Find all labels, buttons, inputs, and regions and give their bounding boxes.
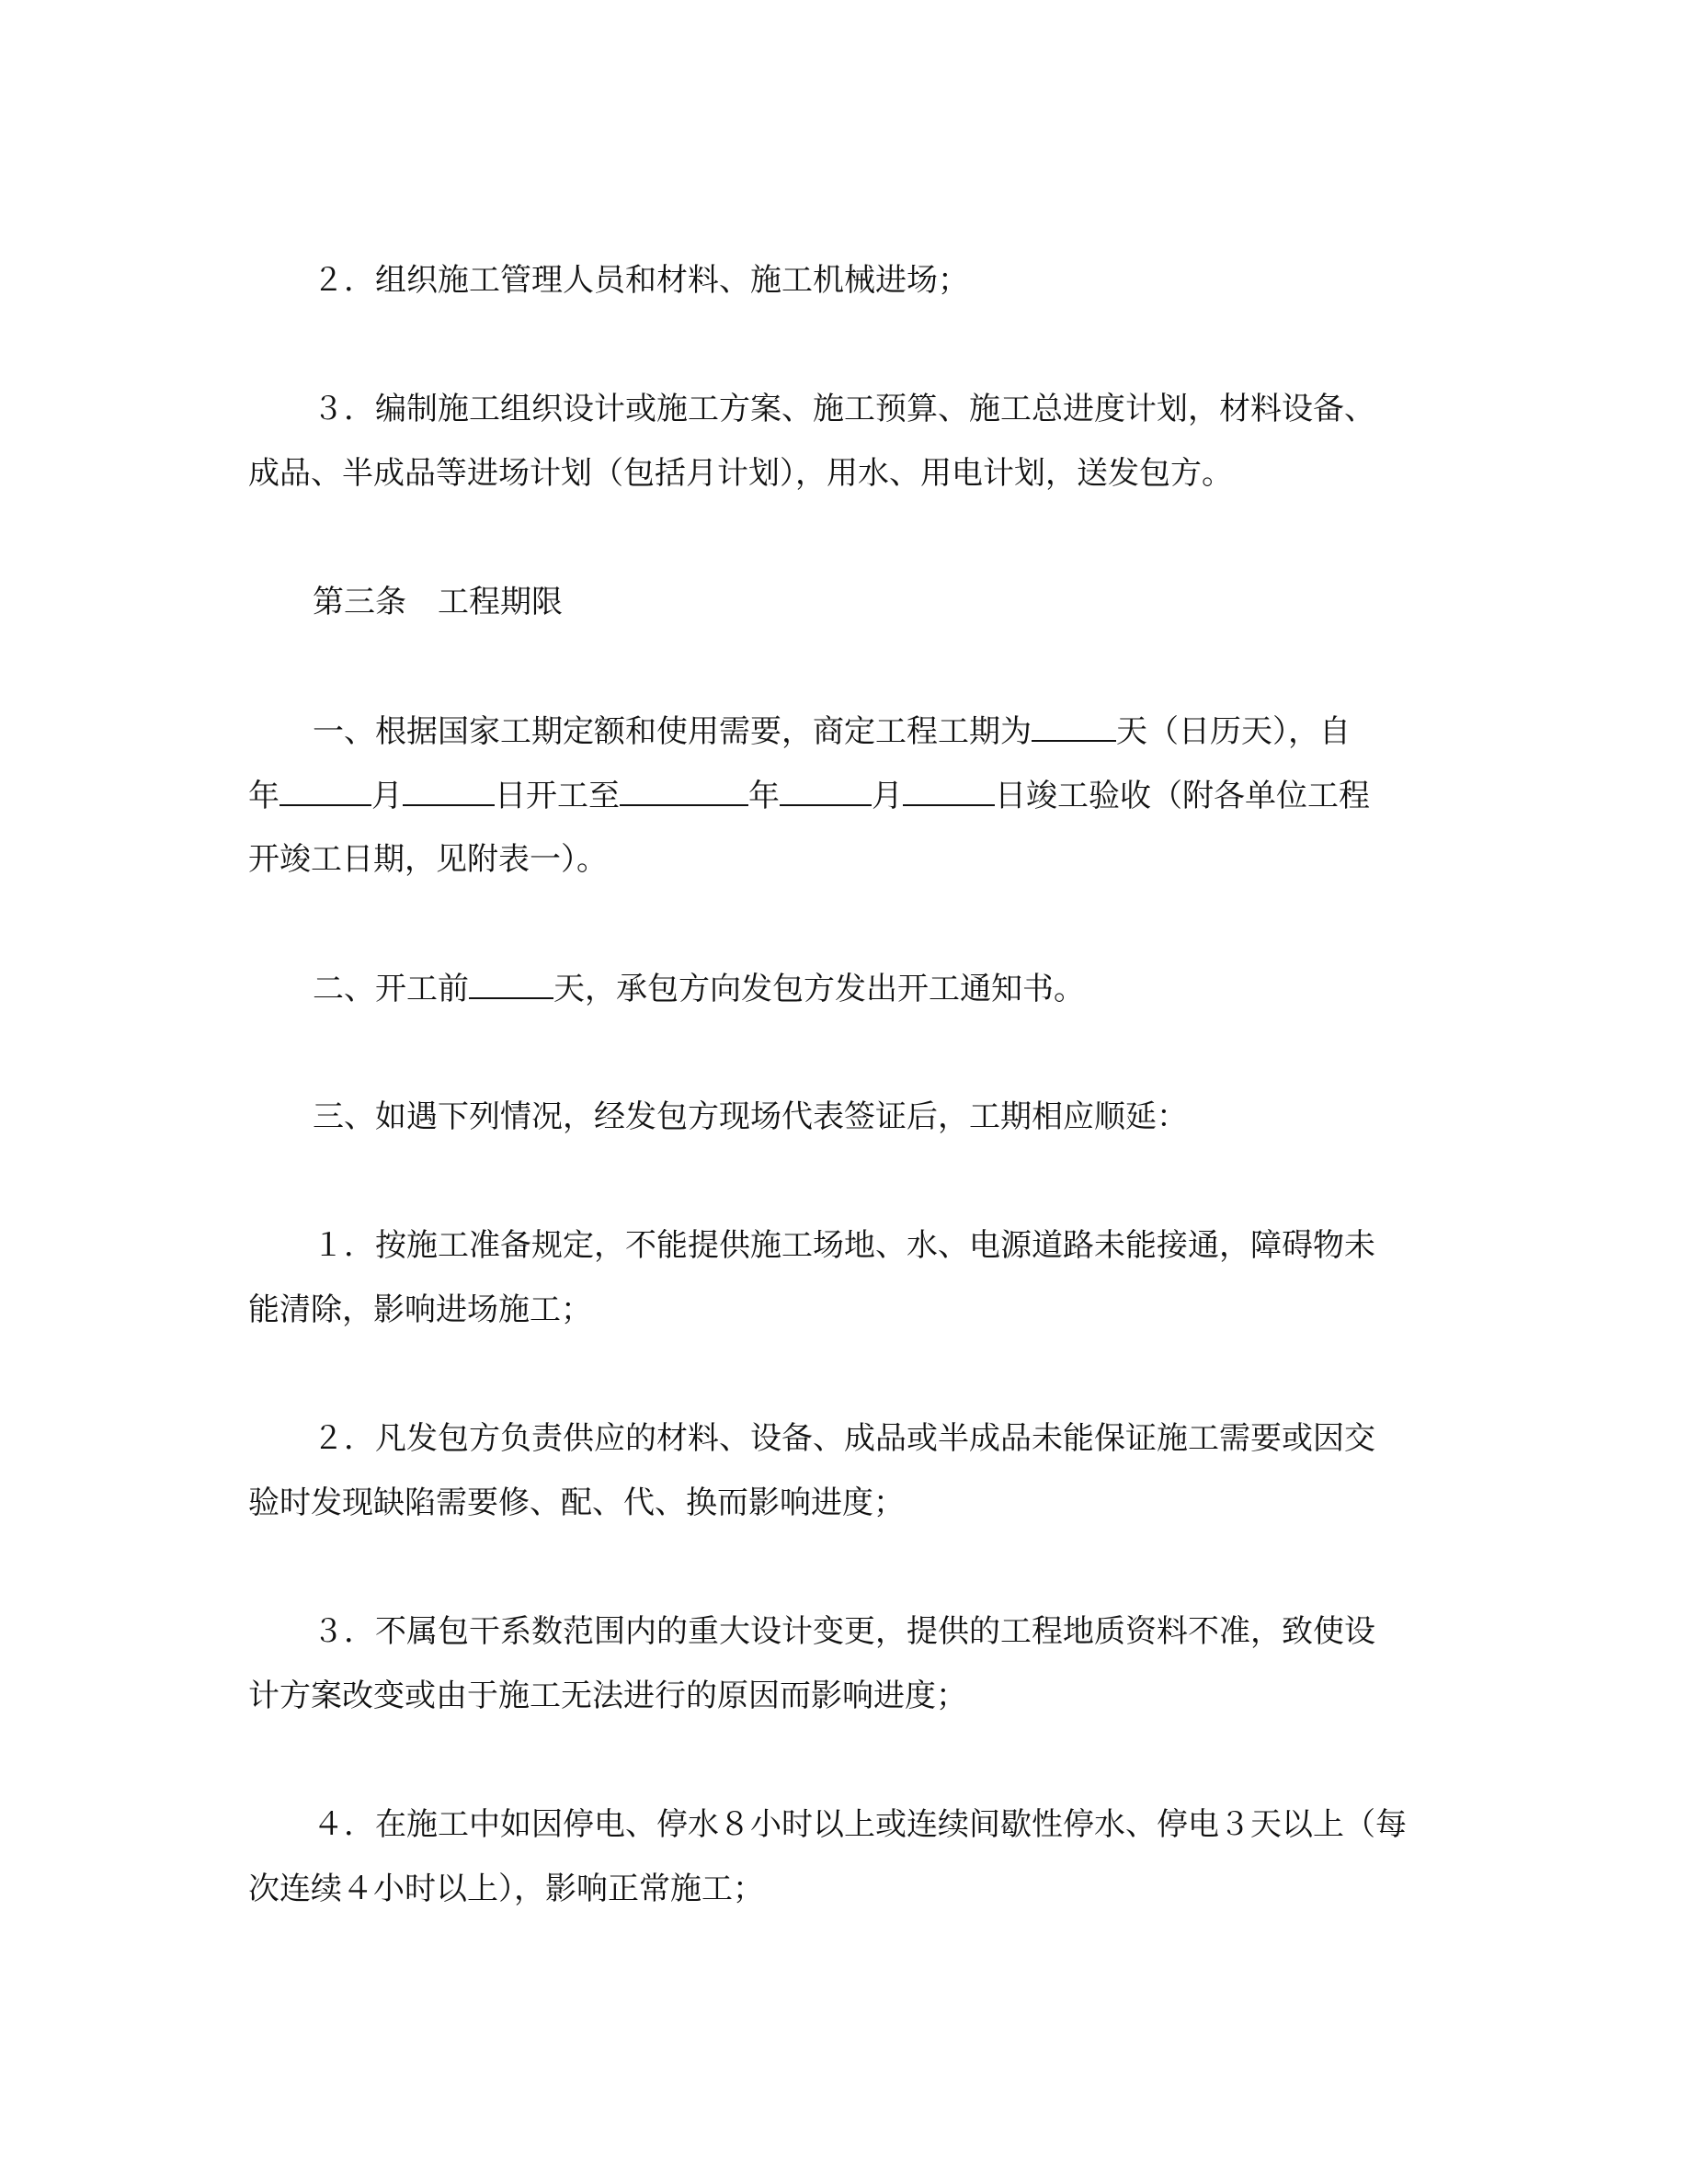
delay-item-4-line-1: ４．在施工中如因停电、停水８小时以上或连续间歇性停水、停电３天以上（每: [313, 1806, 1407, 1843]
end-month-blank: [780, 777, 872, 806]
delay-item-1-line-1: １．按施工准备规定，不能提供施工场地、水、电源道路未能接通，障碍物未: [313, 1227, 1375, 1264]
end-day-blank: [903, 777, 995, 806]
clause-2: [313, 970, 1508, 1007]
delay-item-3-line-2: 计方案改变或由于施工无法进行的原因而影响进度；: [248, 1678, 967, 1714]
article-3-heading: 第三条 工程期限: [313, 584, 563, 620]
delay-item-4-line-2: 次连续４小时以上），影响正常施工；: [248, 1871, 764, 1907]
clause-3-heading: 三、如遇下列情况，经发包方现场代表签证后，工期相应顺延：: [313, 1098, 1188, 1135]
delay-item-2-line-1: ２．凡发包方负责供应的材料、设备、成品或半成品未能保证施工需要或因交: [313, 1420, 1375, 1457]
start-month-label: 月: [371, 778, 403, 814]
completion-text: 日竣工验收（附各单位工程: [995, 778, 1370, 814]
notice-days-blank: [469, 970, 553, 999]
start-day-label: 日开工至: [495, 778, 620, 814]
preparation-item-3-line-1: ３．编制施工组织设计或施工方案、施工预算、施工总进度计划，材料设备、: [313, 391, 1375, 427]
duration-days-blank: [1032, 712, 1116, 742]
delay-item-3-line-1: ３．不属包干系数范围内的重大设计变更，提供的工程地质资料不准，致使设: [313, 1613, 1375, 1650]
clause-1-line-2: [248, 777, 1443, 814]
clause-2-suffix: 天，承包方向发包方发出开工通知书。: [553, 971, 1085, 1007]
clause-1-prefix: 一、根据国家工期定额和使用需要，商定工程工期为: [313, 713, 1032, 750]
delay-item-1-line-2: 能清除，影响进场施工；: [248, 1291, 592, 1328]
preparation-item-3-line-2: 成品、半成品等进场计划（包括月计划），用水、用电计划，送发包方。: [248, 455, 1233, 492]
end-month-label: 月: [872, 778, 903, 814]
end-year-blank: [620, 777, 748, 806]
preparation-item-2: ２．组织施工管理人员和材料、施工机械进场；: [313, 262, 969, 299]
start-month-blank: [279, 777, 371, 806]
end-year-label: 年: [748, 778, 780, 814]
delay-item-2-line-2: 验时发现缺陷需要修、配、代、换而影响进度；: [248, 1484, 905, 1521]
start-year-label: 年: [248, 778, 279, 814]
clause-1-line-3: 开竣工日期，见附表一）。: [248, 841, 608, 878]
clause-2-prefix: 二、开工前: [313, 971, 469, 1007]
clause-1-suffix: 天（日历天），自: [1116, 713, 1351, 750]
start-day-blank: [403, 777, 495, 806]
clause-1-line-1: [313, 712, 1508, 750]
